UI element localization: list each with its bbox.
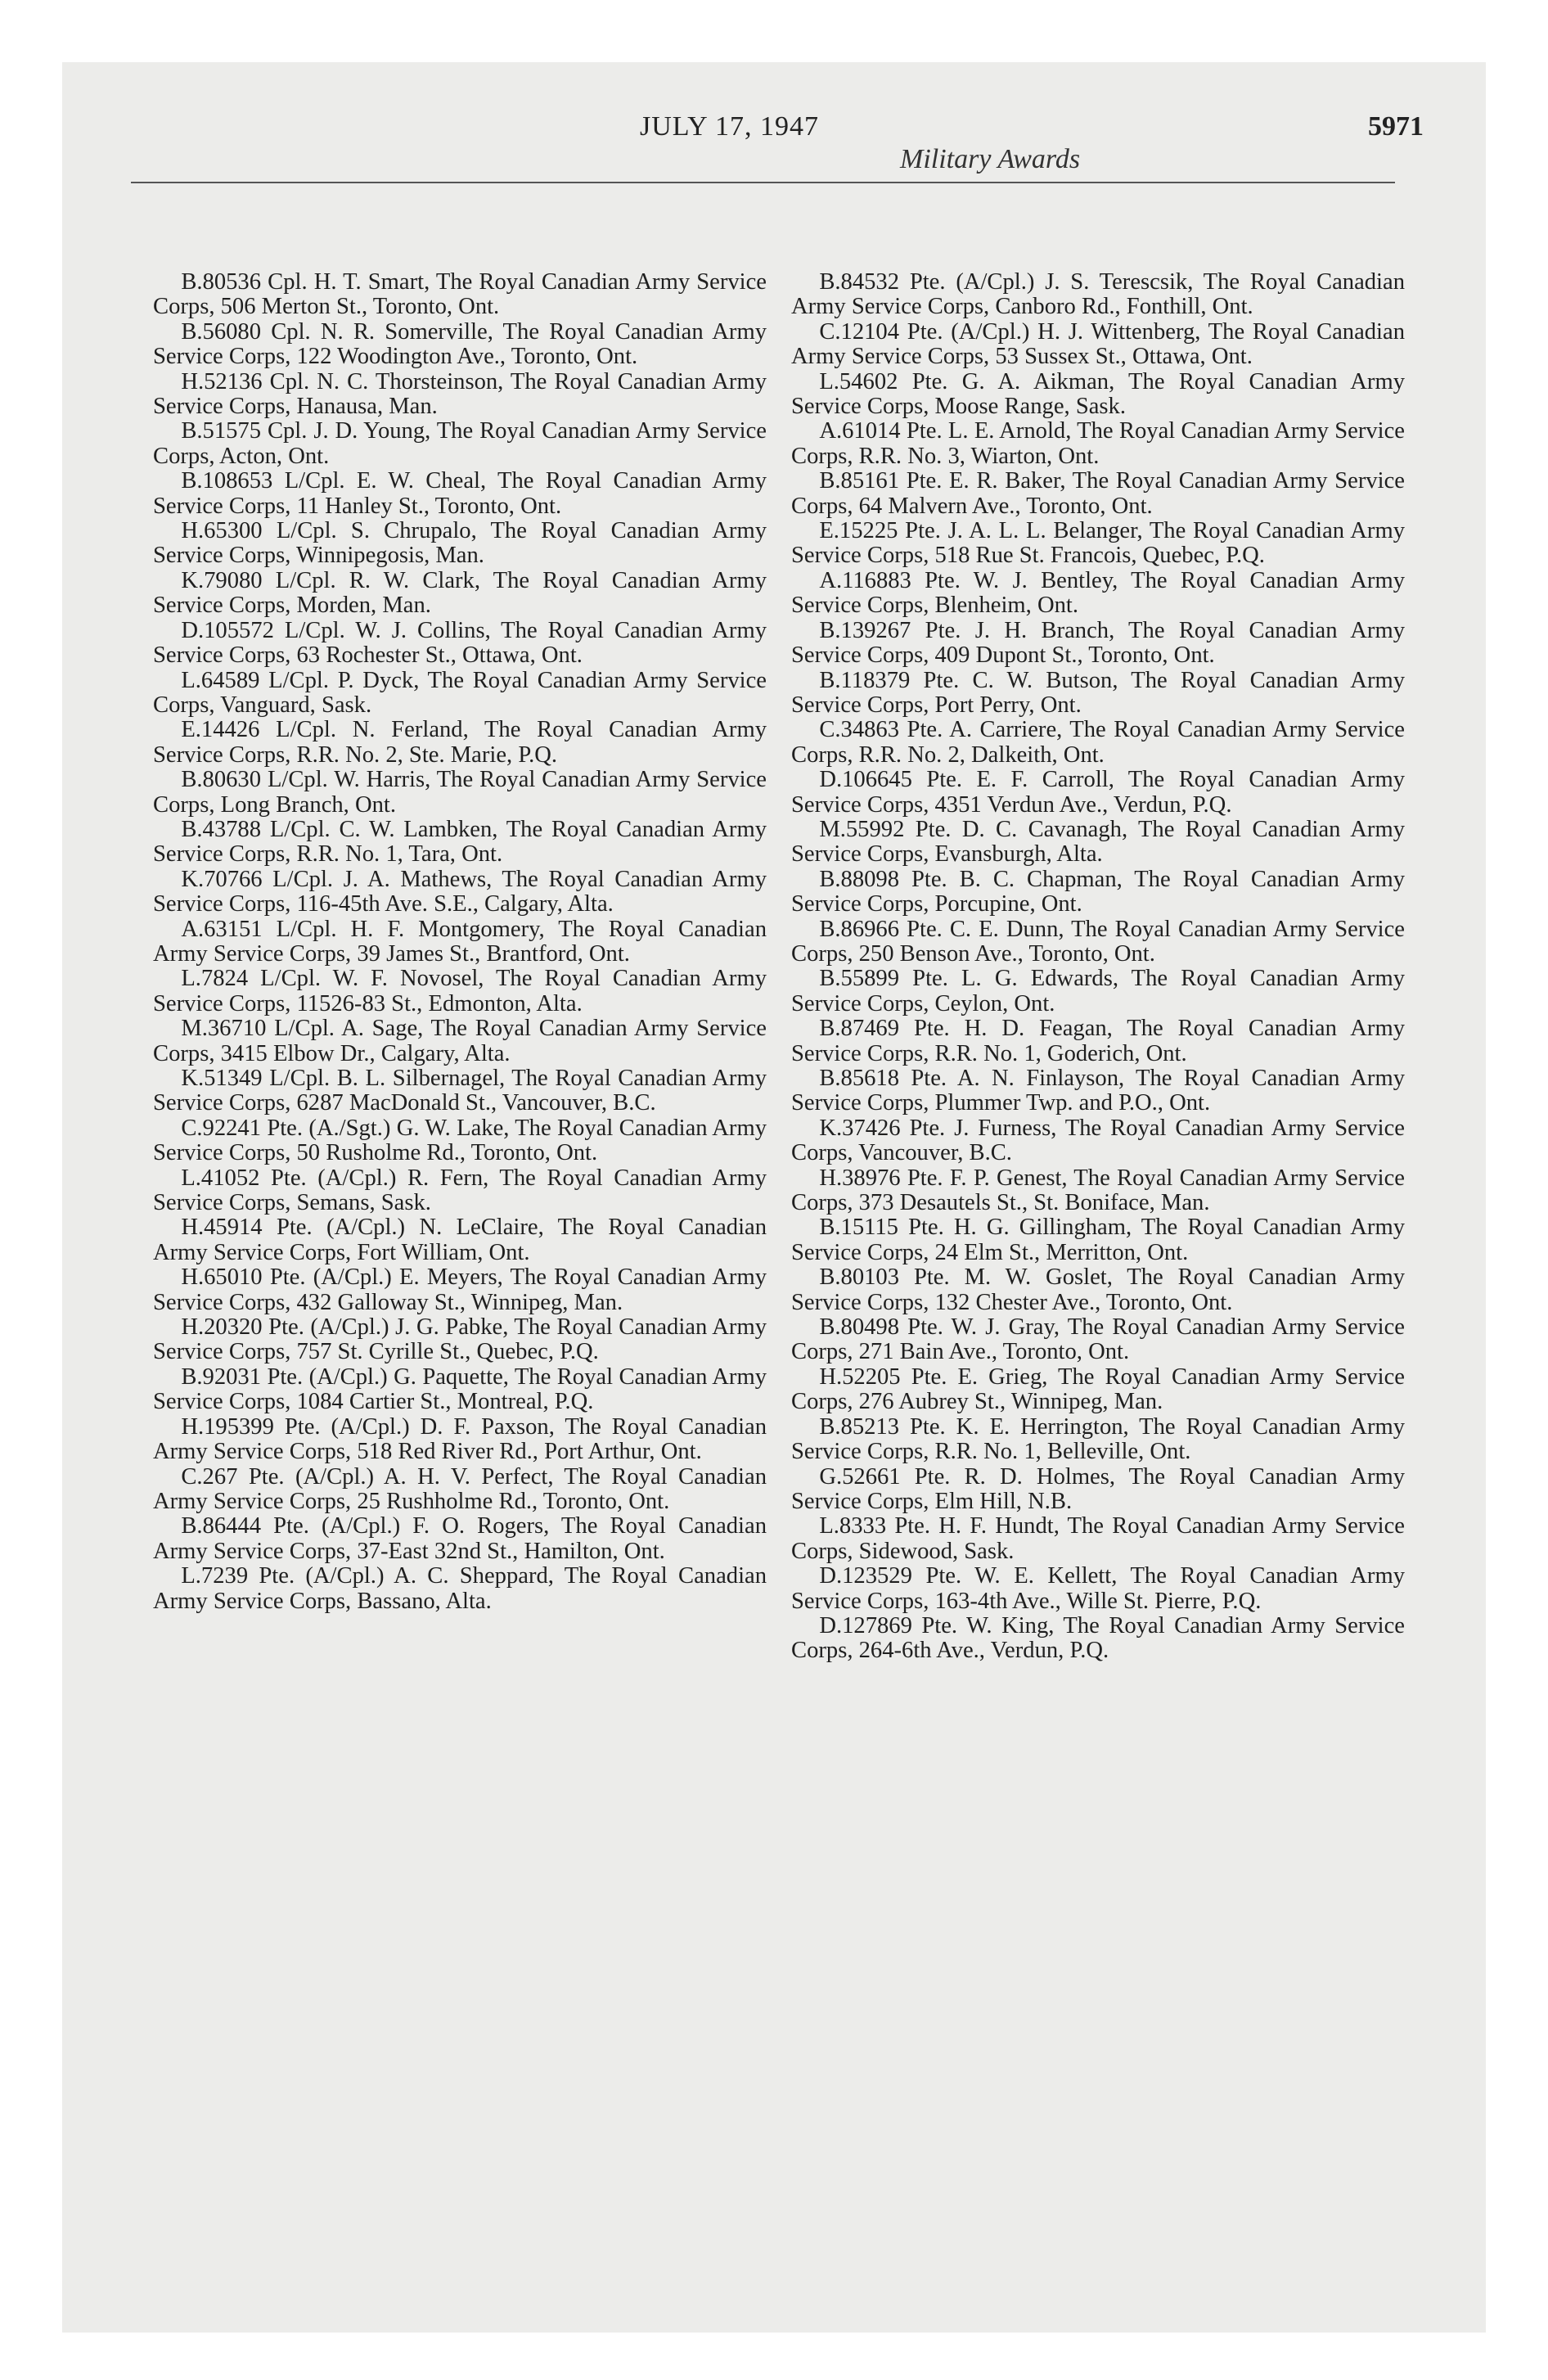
- award-entry: A.61014 Pte. L. E. Arnold, The Royal Canadian Army Service Corps, R.R. No. 3, Wiarton, Ont.: [791, 418, 1405, 469]
- award-entry: D.106645 Pte. E. F. Carroll, The Royal Canadian Army Service Corps, 4351 Verdun Ave., Verdun, P.Q.: [791, 767, 1405, 818]
- award-entry: B.118379 Pte. C. W. Butson, The Royal Canadian Army Service Corps, Port Perry, Ont.: [791, 667, 1405, 718]
- header-rule: [131, 182, 1395, 183]
- award-entry: B.86444 Pte. (A/Cpl.) F. O. Rogers, The Royal Canadian Army Service Corps, 37-East 32nd St., Hamilton, Ont.: [153, 1513, 767, 1564]
- award-entry: H.52136 Cpl. N. C. Thorsteinson, The Royal Canadian Army Service Corps, Hanausa, Man.: [153, 368, 767, 420]
- award-entry: B.85618 Pte. A. N. Finlayson, The Royal Canadian Army Service Corps, Plummer Twp. and P.O., Ont.: [791, 1066, 1405, 1116]
- award-entry: H.20320 Pte. (A/Cpl.) J. G. Pabke, The Royal Canadian Army Service Corps, 757 St. Cyrille St., Quebec, P.Q.: [153, 1314, 767, 1365]
- award-entry: L.7239 Pte. (A/Cpl.) A. C. Sheppard, The Royal Canadian Army Service Corps, Bassano, Alta.: [153, 1563, 767, 1614]
- award-entry: D.105572 L/Cpl. W. J. Collins, The Royal Canadian Army Service Corps, 63 Rochester St., Ottawa, Ont.: [153, 617, 767, 669]
- award-entry: L.54602 Pte. G. A. Aikman, The Royal Canadian Army Service Corps, Moose Range, Sask.: [791, 368, 1405, 420]
- award-entry: H.45914 Pte. (A/Cpl.) N. LeClaire, The Royal Canadian Army Service Corps, Fort William, Ont.: [153, 1215, 767, 1265]
- award-entry: B.92031 Pte. (A/Cpl.) G. Paquette, The Royal Canadian Army Service Corps, 1084 Cartier St., Montreal, P.Q.: [153, 1364, 767, 1415]
- award-entry: K.37426 Pte. J. Furness, The Royal Canadian Army Service Corps, Vancouver, B.C.: [791, 1115, 1405, 1166]
- award-entry: C.267 Pte. (A/Cpl.) A. H. V. Perfect, The Royal Canadian Army Service Corps, 25 Rushholme Rd., Toronto, Ont.: [153, 1463, 767, 1514]
- award-entry: B.80103 Pte. M. W. Goslet, The Royal Canadian Army Service Corps, 132 Chester Ave., Toronto, Ont.: [791, 1264, 1405, 1315]
- left-column: [153, 270, 767, 1614]
- award-entry: B.108653 L/Cpl. E. W. Cheal, The Royal Canadian Army Service Corps, 11 Hanley St., Toronto, Ont.: [153, 468, 767, 519]
- award-entry: D.123529 Pte. W. E. Kellett, The Royal Canadian Army Service Corps, 163-4th Ave., Wille St. Pierre, P.Q.: [791, 1563, 1405, 1614]
- award-entry: B.84532 Pte. (A/Cpl.) J. S. Terescsik, The Royal Canadian Army Service Corps, Canboro Rd., Fonthill, Ont.: [791, 269, 1405, 320]
- award-entry: B.80498 Pte. W. J. Gray, The Royal Canadian Army Service Corps, 271 Bain Ave., Toronto, Ont.: [791, 1314, 1405, 1365]
- award-entry: B.88098 Pte. B. C. Chapman, The Royal Canadian Army Service Corps, Porcupine, Ont.: [791, 866, 1405, 917]
- award-entry: C.34863 Pte. A. Carriere, The Royal Canadian Army Service Corps, R.R. No. 2, Dalkeith, Ont.: [791, 717, 1405, 768]
- award-entry: L.8333 Pte. H. F. Hundt, The Royal Canadian Army Service Corps, Sidewood, Sask.: [791, 1513, 1405, 1564]
- award-entry: B.80536 Cpl. H. T. Smart, The Royal Canadian Army Service Corps, 506 Merton St., Toronto, Ont.: [153, 269, 767, 320]
- award-entry: L.7824 L/Cpl. W. F. Novosel, The Royal Canadian Army Service Corps, 11526-83 St., Edmonton, Alta.: [153, 966, 767, 1016]
- award-entry: C.92241 Pte. (A./Sgt.) G. W. Lake, The Royal Canadian Army Service Corps, 50 Rusholme Rd., Toronto, Ont.: [153, 1115, 767, 1166]
- award-entry: B.15115 Pte. H. G. Gillingham, The Royal Canadian Army Service Corps, 24 Elm St., Merritton, Ont.: [791, 1215, 1405, 1265]
- award-entry: B.43788 L/Cpl. C. W. Lambken, The Royal Canadian Army Service Corps, R.R. No. 1, Tara, Ont.: [153, 816, 767, 868]
- award-entry: H.195399 Pte. (A/Cpl.) D. F. Paxson, The Royal Canadian Army Service Corps, 518 Red River Rd., Port Arthur, Ont.: [153, 1413, 767, 1465]
- award-entry: A.63151 L/Cpl. H. F. Montgomery, The Royal Canadian Army Service Corps, 39 James St., Brantford, Ont.: [153, 916, 767, 967]
- award-entry: H.52205 Pte. E. Grieg, The Royal Canadian Army Service Corps, 276 Aubrey St., Winnipeg, Man.: [791, 1364, 1405, 1415]
- right-column: [791, 270, 1405, 1664]
- award-entry: B.55899 Pte. L. G. Edwards, The Royal Canadian Army Service Corps, Ceylon, Ont.: [791, 966, 1405, 1016]
- award-entry: K.70766 L/Cpl. J. A. Mathews, The Royal Canadian Army Service Corps, 116-45th Ave. S.E., Calgary, Alta.: [153, 866, 767, 917]
- award-entry: C.12104 Pte. (A/Cpl.) H. J. Wittenberg, The Royal Canadian Army Service Corps, 53 Sussex St., Ottawa, Ont.: [791, 318, 1405, 370]
- award-entry: A.116883 Pte. W. J. Bentley, The Royal Canadian Army Service Corps, Blenheim, Ont.: [791, 567, 1405, 619]
- award-entry: B.51575 Cpl. J. D. Young, The Royal Canadian Army Service Corps, Acton, Ont.: [153, 418, 767, 469]
- award-entry: H.38976 Pte. F. P. Genest, The Royal Canadian Army Service Corps, 373 Desautels St., St. Boniface, Man.: [791, 1165, 1405, 1216]
- award-entry: H.65010 Pte. (A/Cpl.) E. Meyers, The Royal Canadian Army Service Corps, 432 Galloway St., Winnipeg, Man.: [153, 1264, 767, 1315]
- header-date: JULY 17, 1947: [640, 111, 819, 142]
- section-title: Military Awards: [900, 144, 1081, 174]
- award-entry: B.87469 Pte. H. D. Feagan, The Royal Canadian Army Service Corps, R.R. No. 1, Goderich, Ont.: [791, 1016, 1405, 1066]
- award-entry: E.15225 Pte. J. A. L. L. Belanger, The Royal Canadian Army Service Corps, 518 Rue St. Francois, Quebec, P.Q.: [791, 518, 1405, 569]
- award-entry: M.55992 Pte. D. C. Cavanagh, The Royal Canadian Army Service Corps, Evansburgh, Alta.: [791, 816, 1405, 868]
- award-entry: B.85161 Pte. E. R. Baker, The Royal Canadian Army Service Corps, 64 Malvern Ave., Toronto, Ont.: [791, 468, 1405, 519]
- award-entry: E.14426 L/Cpl. N. Ferland, The Royal Canadian Army Service Corps, R.R. No. 2, Ste. Marie, P.Q.: [153, 717, 767, 768]
- award-entry: B.80630 L/Cpl. W. Harris, The Royal Canadian Army Service Corps, Long Branch, Ont.: [153, 767, 767, 818]
- award-entry: D.127869 Pte. W. King, The Royal Canadian Army Service Corps, 264-6th Ave., Verdun, P.Q.: [791, 1612, 1405, 1664]
- page-number: 5971: [1368, 111, 1424, 142]
- award-entry: L.64589 L/Cpl. P. Dyck, The Royal Canadian Army Service Corps, Vanguard, Sask.: [153, 667, 767, 718]
- award-entry: H.65300 L/Cpl. S. Chrupalo, The Royal Canadian Army Service Corps, Winnipegosis, Man.: [153, 518, 767, 569]
- award-entry: B.139267 Pte. J. H. Branch, The Royal Canadian Army Service Corps, 409 Dupont St., Toronto, Ont.: [791, 617, 1405, 669]
- award-entry: M.36710 L/Cpl. A. Sage, The Royal Canadian Army Service Corps, 3415 Elbow Dr., Calgary, Alta.: [153, 1016, 767, 1066]
- award-entry: K.51349 L/Cpl. B. L. Silbernagel, The Royal Canadian Army Service Corps, 6287 MacDonald St., Vancouver, B.C.: [153, 1066, 767, 1116]
- award-entry: B.86966 Pte. C. E. Dunn, The Royal Canadian Army Service Corps, 250 Benson Ave., Toronto, Ont.: [791, 916, 1405, 967]
- award-entry: L.41052 Pte. (A/Cpl.) R. Fern, The Royal Canadian Army Service Corps, Semans, Sask.: [153, 1165, 767, 1216]
- award-entry: B.85213 Pte. K. E. Herrington, The Royal Canadian Army Service Corps, R.R. No. 1, Belleville, Ont.: [791, 1413, 1405, 1465]
- award-entry: B.56080 Cpl. N. R. Somerville, The Royal Canadian Army Service Corps, 122 Woodington Ave., Toronto, Ont.: [153, 318, 767, 370]
- award-entry: K.79080 L/Cpl. R. W. Clark, The Royal Canadian Army Service Corps, Morden, Man.: [153, 567, 767, 619]
- award-entry: G.52661 Pte. R. D. Holmes, The Royal Canadian Army Service Corps, Elm Hill, N.B.: [791, 1463, 1405, 1514]
